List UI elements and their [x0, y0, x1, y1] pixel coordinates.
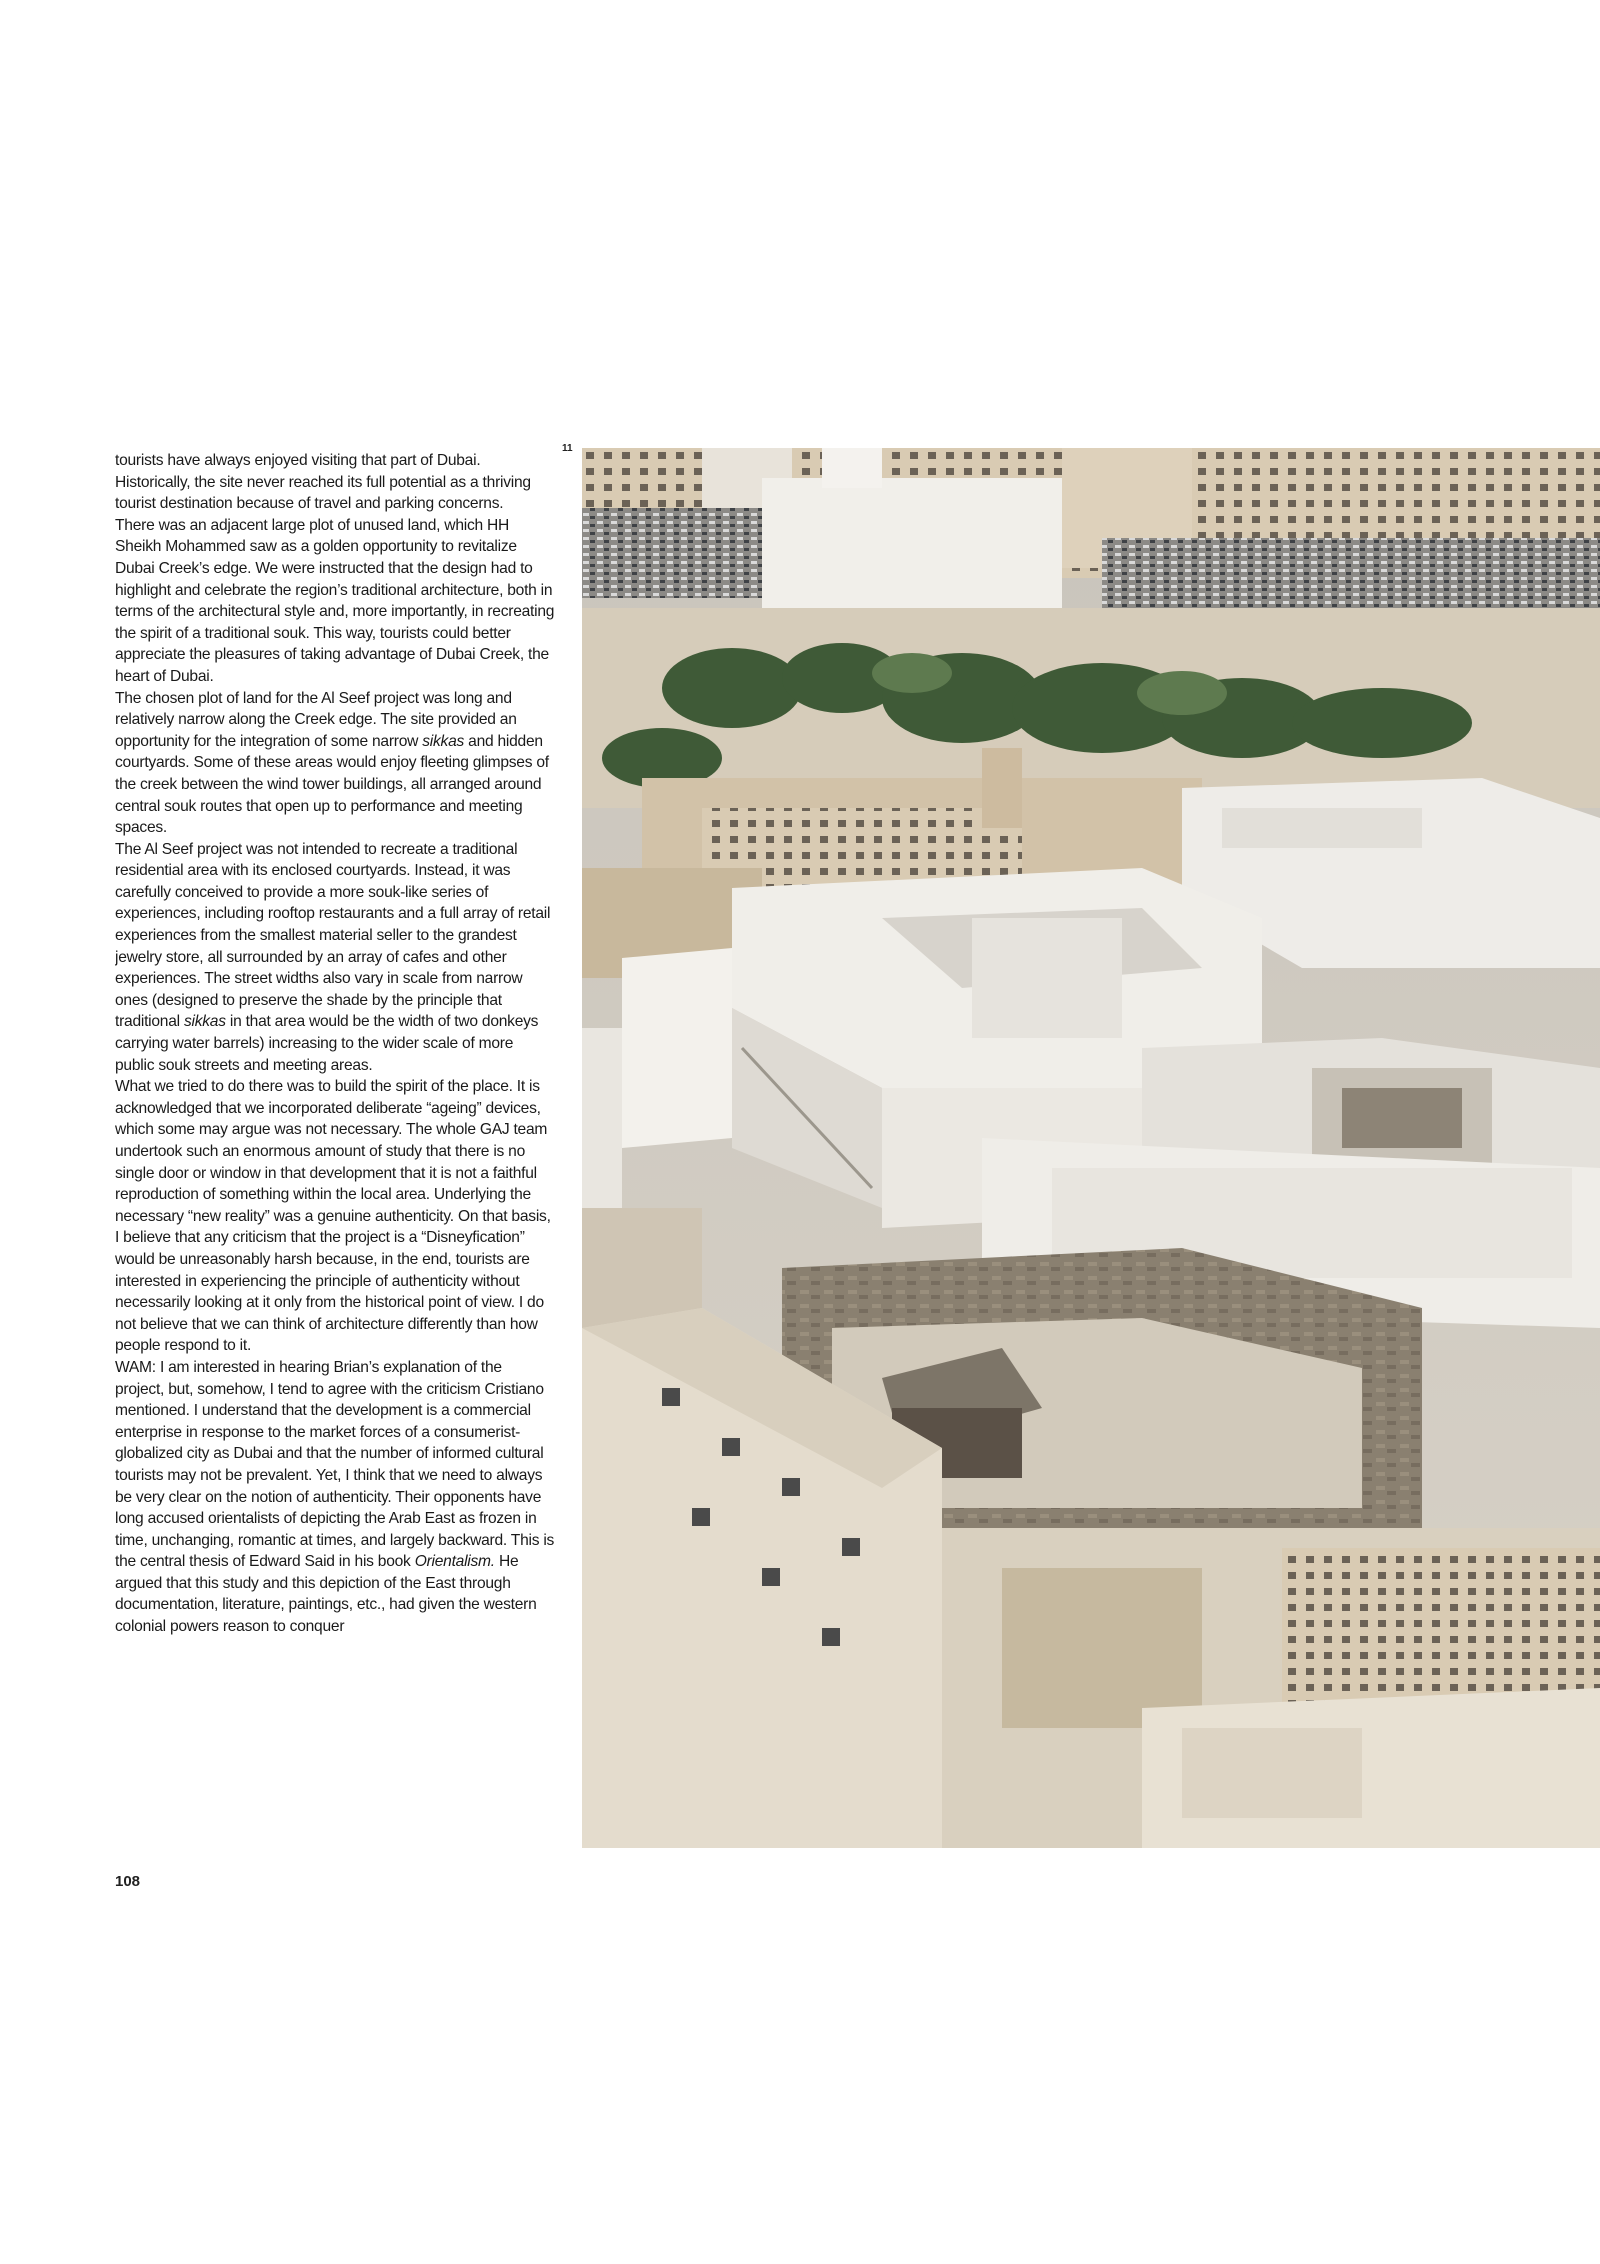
text-run: He argued that this study and this depiction of the East through documentation, literature, paintings, etc., had given the western colonial powers reason to conquer [115, 1553, 537, 1636]
aerial-photo-icon [582, 448, 1600, 1848]
text-run: The chosen plot of land for the Al Seef project was long and relatively narrow along the Creek edge. The site provided an opportunity for the integration of some narrow [115, 689, 517, 750]
italic-run: Orientalism. [414, 1553, 495, 1571]
figure-number: 11 [562, 443, 573, 454]
text-run: tourists have always enjoyed visiting that part of Dubai. Historically, the site never reached its full potential as a thriving tourist destination because of travel and parking concerns. [115, 452, 531, 513]
text-run: and hidden courtyards. Some of these areas would enjoy fleeting glimpses of the creek between the wind tower buildings, all arranged around central souk routes that open up to performance and meeting spaces. [115, 732, 549, 837]
body-paragraph [115, 688, 555, 839]
page-number: 108 [115, 1873, 141, 1890]
body-paragraph [115, 1357, 555, 1638]
body-paragraph [115, 450, 555, 515]
text-run: WAM: I am interested in hearing Brian’s explanation of the project, but, somehow, I tend to agree with the criticism Cristiano mentioned. I understand that the development is a commercial enterprise in response to the market forces of a consumerist-globalized city as Dubai and that the number of informed cultural tourists may not be prevalent. Yet, I think that we need to always be very clear on the notion of authenticity. Their opponents have long accused orientalists of depicting the Arab East as frozen in time, unchanging, romantic at times, and largely backward. This is the central thesis of Edward Said in his book [115, 1358, 555, 1571]
body-paragraph [115, 515, 555, 688]
text-run: What we tried to do there was to build the spirit of the place. It is acknowledged that we incorporated deliberate “ageing” devices, which some may argue was not necessary. The whole GAJ team undertook such an enormous amount of study that there is no single door or window in that development that it is not a faithful reproduction of something within the local area. Underlying the necessary “new reality” was a genuine authenticity. On that basis, I believe that any criticism that the project is a “Disneyfication” would be unreasonably harsh because, in the end, tourists are interested in experiencing the principle of authenticity without necessarily looking at it only from the historical point of view. I do not believe that we can think of architecture differently than how people respond to it. [115, 1078, 551, 1355]
body-paragraph [115, 1076, 555, 1357]
body-paragraph [115, 839, 555, 1077]
text-run: There was an adjacent large plot of unused land, which HH Sheikh Mohammed saw as a golden opportunity to revitalize Dubai Creek’s edge. We were instructed that the design had to highlight and celebrate the region’s traditional architecture, both in terms of the architectural style and, more importantly, in recreating the spirit of a traditional souk. This way, tourists could better appreciate the pleasures of taking advantage of Dubai Creek, the heart of Dubai. [115, 516, 555, 685]
italic-run: sikkas [183, 1013, 226, 1031]
text-run: The Al Seef project was not intended to recreate a traditional residential area with its enclosed courtyards. Instead, it was carefully conceived to provide a more souk-like series of experiences, including rooftop restaurants and a full array of retail experiences from the smallest material seller to the grandest jewelry store, all surrounded by an array of cafes and other experiences. The street widths also vary in scale from narrow ones (designed to preserve the shade by the principle that traditional [115, 840, 551, 1031]
body-text-column [115, 450, 555, 1845]
aerial-photo [582, 448, 1600, 1848]
italic-run: sikkas [422, 732, 465, 750]
text-run: in that area would be the width of two donkeys carrying water barrels) increasing to the wider scale of more public souk streets and meeting areas. [115, 1013, 539, 1074]
